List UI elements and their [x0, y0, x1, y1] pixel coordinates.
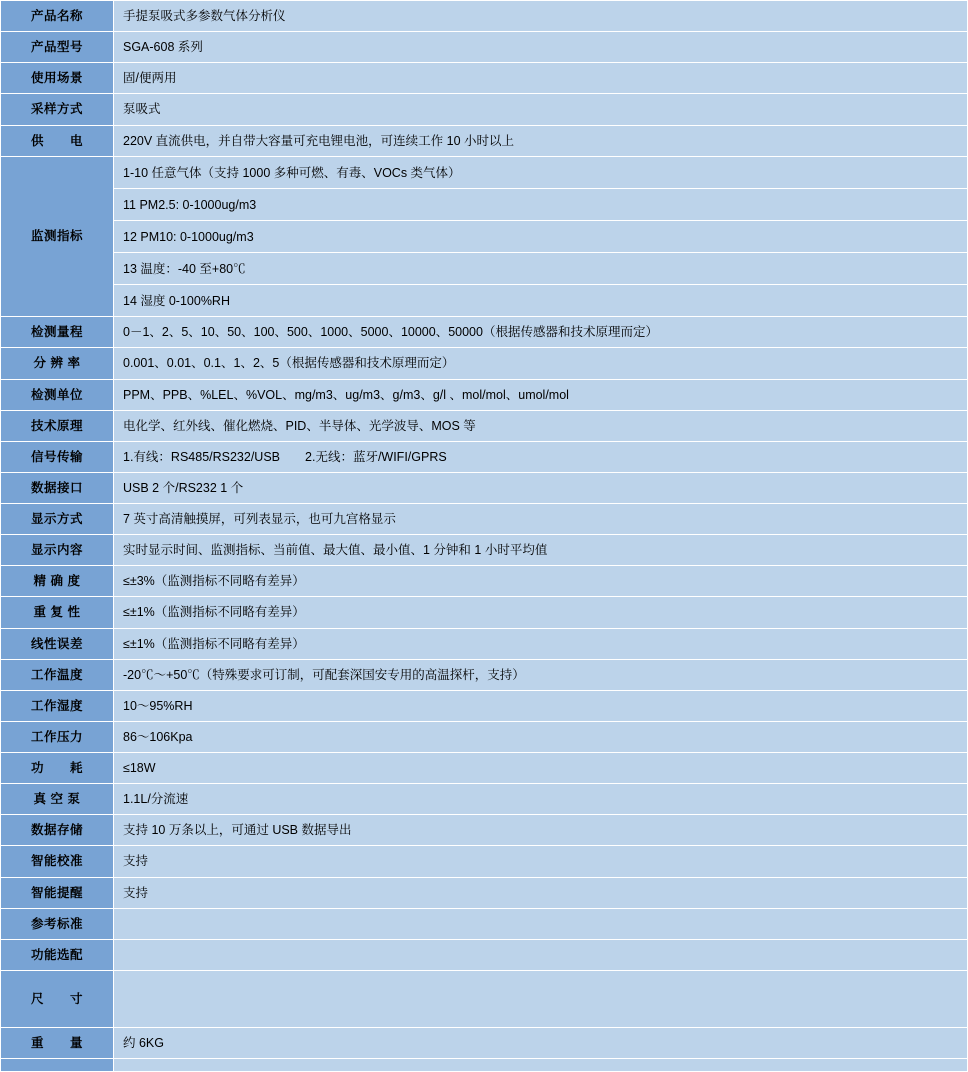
table-row — [1, 441, 968, 472]
table-row — [1, 597, 968, 628]
row-label: 重 量 — [1, 1028, 114, 1059]
row-value: 10～95%RH — [114, 690, 968, 721]
table-row — [1, 472, 968, 503]
row-label: 智能提醒 — [1, 877, 114, 908]
table-row — [1, 1028, 968, 1059]
row-value: 1.1L/分流速 — [114, 784, 968, 815]
row-label: 重 复 性 — [1, 597, 114, 628]
row-label: 功 耗 — [1, 753, 114, 784]
table-row — [1, 317, 968, 348]
table-row — [1, 504, 968, 535]
row-value: ≤18W — [114, 753, 968, 784]
row-value: 86～106Kpa — [114, 721, 968, 752]
table-row — [1, 63, 968, 94]
row-label: 尺 寸 — [1, 970, 114, 1027]
row-label: 检测量程 — [1, 317, 114, 348]
row-label: 采样方式 — [1, 94, 114, 125]
row-label: 显示内容 — [1, 535, 114, 566]
list-item: 11 PM2.5: 0-1000ug/m3 — [114, 189, 967, 221]
table-row-reference-standards — [1, 939, 968, 970]
row-value — [114, 156, 968, 317]
list-item: 14 湿度 0-100%RH — [123, 294, 230, 309]
row-label: 产品型号 — [1, 32, 114, 63]
row-value: 220V 直流供电，并自带大容量可充电锂电池，可连续工作 10 小时以上 — [114, 125, 968, 156]
row-value: 实时显示时间、监测指标、当前值、最大值、最小值、1 分钟和 1 小时平均值 — [114, 535, 968, 566]
feature-item — [123, 999, 958, 1021]
row-label: 供 电 — [1, 125, 114, 156]
row-value: 7 英寸高清触摸屏，可列表显示，也可九宫格显示 — [114, 504, 968, 535]
row-value: 手提泵吸式多参数气体分析仪 — [114, 1, 968, 32]
row-value — [114, 908, 968, 939]
row-label: 真 空 泵 — [1, 784, 114, 815]
row-label — [1, 1059, 114, 1072]
standard-line — [123, 959, 958, 961]
row-label: 检测单位 — [1, 379, 114, 410]
row-label: 数据接口 — [1, 472, 114, 503]
table-row — [1, 410, 968, 441]
table-row — [1, 846, 968, 877]
row-value: ≤±1%（监测指标不同略有差异） — [114, 628, 968, 659]
table-row — [1, 535, 968, 566]
spec-table-body — [1, 1, 968, 1072]
table-row — [1, 721, 968, 752]
table-row — [1, 566, 968, 597]
table-row — [1, 1059, 968, 1072]
row-value — [114, 939, 968, 970]
row-value: 泵吸式 — [114, 94, 968, 125]
row-label: 信号传输 — [1, 441, 114, 472]
row-value: 0.001、0.01、0.1、1、2、5（根据传感器和技术原理而定） — [114, 348, 968, 379]
table-row-optional-features — [1, 970, 968, 1027]
row-value: 支持 — [114, 877, 968, 908]
row-label: 分 辨 率 — [1, 348, 114, 379]
table-row — [1, 1, 968, 32]
row-value: PPM、PPB、%LEL、%VOL、mg/m3、ug/m3、g/m3、g/l 、mol/mol、umol/mol — [114, 379, 968, 410]
table-row — [1, 784, 968, 815]
row-label: 智能校准 — [1, 846, 114, 877]
table-row — [1, 690, 968, 721]
row-value: SGA-608 系列 — [114, 32, 968, 63]
row-label: 线性误差 — [1, 628, 114, 659]
row-label: 工作温度 — [1, 659, 114, 690]
table-row — [1, 877, 968, 908]
table-row — [1, 908, 968, 939]
table-row — [1, 125, 968, 156]
list-item: 12 PM10: 0-1000ug/m3 — [114, 221, 967, 253]
row-value: 电化学、红外线、催化燃烧、PID、半导体、光学波导、MOS 等 — [114, 410, 968, 441]
table-row — [1, 815, 968, 846]
table-row — [1, 628, 968, 659]
row-label: 数据存储 — [1, 815, 114, 846]
row-value: ≤±1%（监测指标不同略有差异） — [114, 597, 968, 628]
row-value: 支持 — [114, 846, 968, 877]
table-row — [1, 94, 968, 125]
row-label: 精 确 度 — [1, 566, 114, 597]
row-label: 使用场景 — [1, 63, 114, 94]
table-row-monitoring-indicators — [1, 156, 968, 317]
row-label: 工作压力 — [1, 721, 114, 752]
row-label: 显示方式 — [1, 504, 114, 535]
table-row — [1, 659, 968, 690]
row-label: 参考标准 — [1, 908, 114, 939]
list-item: 13 温度：-40 至+80℃ — [114, 253, 967, 285]
table-row — [1, 348, 968, 379]
monitoring-indicator-list — [114, 157, 967, 317]
row-label: 工作湿度 — [1, 690, 114, 721]
table-row — [1, 32, 968, 63]
row-value — [114, 1059, 968, 1072]
feature-item — [123, 977, 958, 999]
table-row — [1, 753, 968, 784]
row-value: 约 6KG — [114, 1028, 968, 1059]
row-value: -20℃～+50℃（特殊要求可订制，可配套深国安专用的高温探杆，支持） — [114, 659, 968, 690]
row-label: 功能选配 — [1, 939, 114, 970]
row-label: 监测指标 — [1, 156, 114, 317]
row-value — [114, 970, 968, 1027]
row-value: 支持 10 万条以上，可通过 USB 数据导出 — [114, 815, 968, 846]
row-value: 1.有线：RS485/RS232/USB 2.无线：蓝牙/WIFI/GPRS — [114, 441, 968, 472]
row-label: 技术原理 — [1, 410, 114, 441]
row-value: ≤±3%（监测指标不同略有差异） — [114, 566, 968, 597]
row-value: 固/便两用 — [114, 63, 968, 94]
list-item: 1-10 任意气体（支持 1000 多种可燃、有毒、VOCs 类气体） — [114, 157, 967, 189]
row-label: 产品名称 — [1, 1, 114, 32]
row-value: USB 2 个/RS232 1 个 — [114, 472, 968, 503]
row-value: 0－1、2、5、10、50、100、500、1000、5000、10000、50000（根据传感器和技术原理而定） — [114, 317, 968, 348]
table-row — [1, 379, 968, 410]
